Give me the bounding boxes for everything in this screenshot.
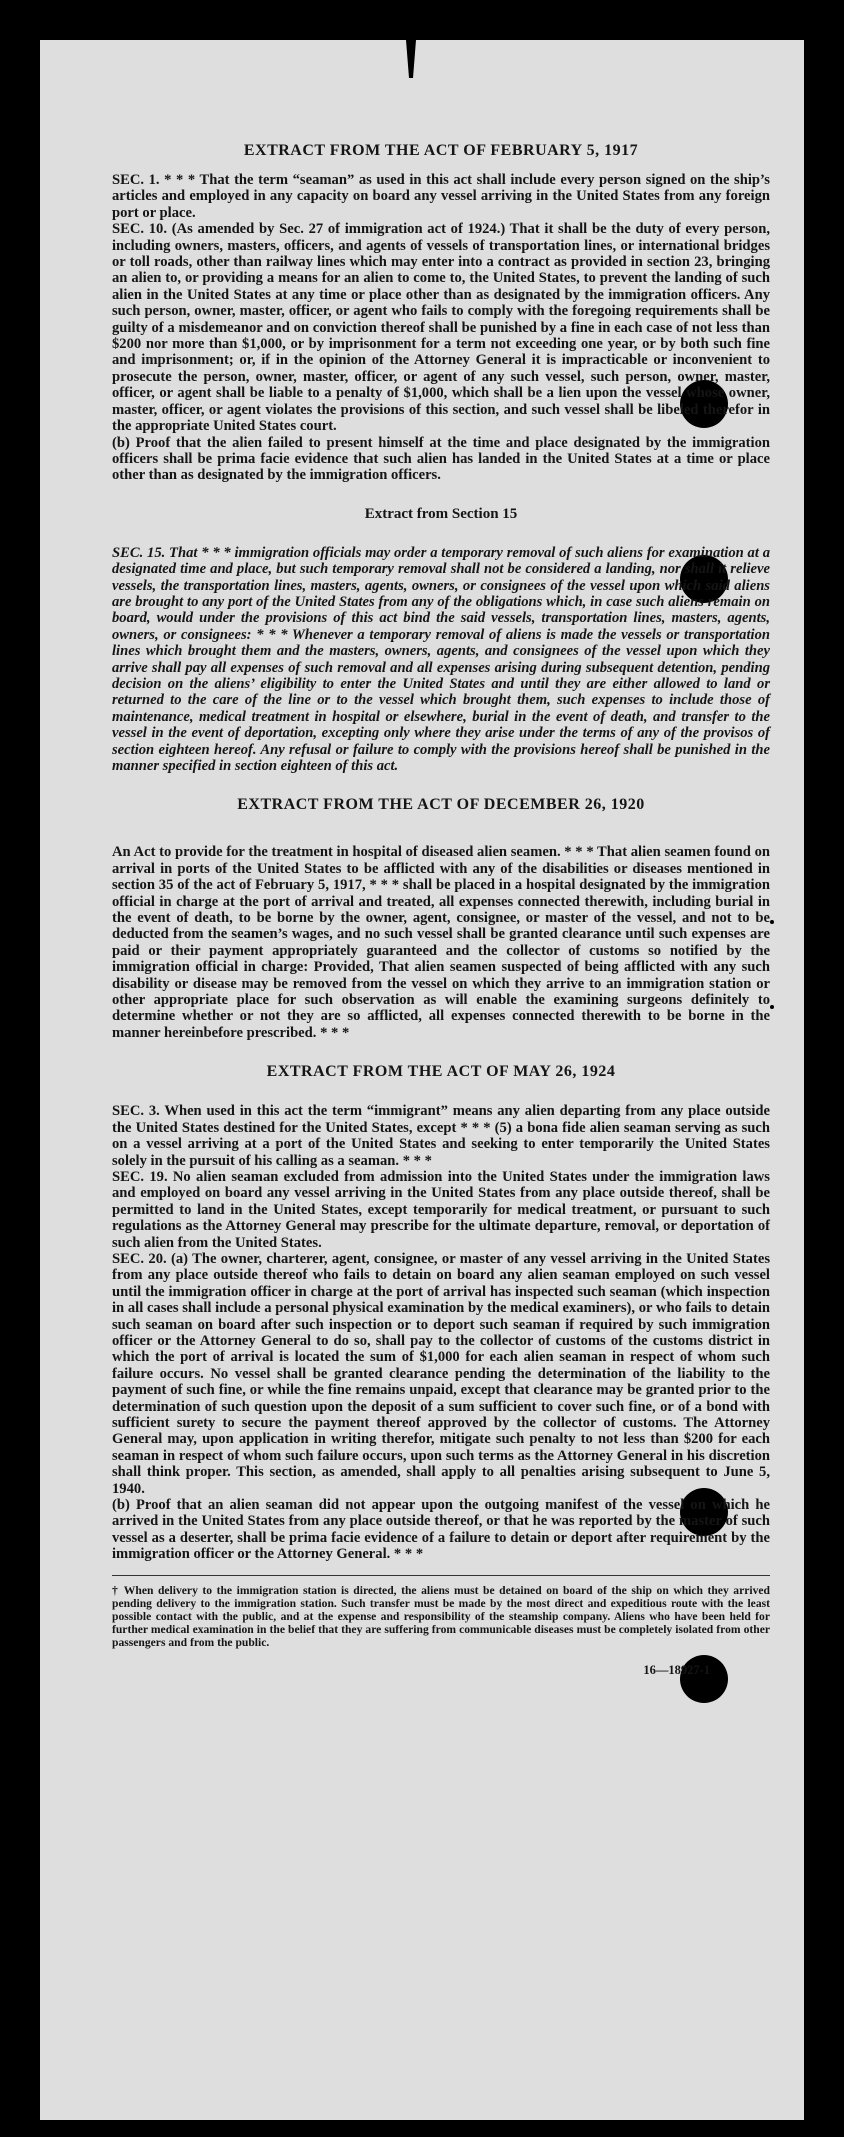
form-number: 16—18927-1	[643, 1662, 710, 1677]
footnote: † When delivery to the immigration station is directed, the aliens must be detained on board of the ship on which they arrived pending delivery to the immigration station. Such transfer must be made by the most direct and expeditious route with the least possible contact with the public, and at the expense and responsibility of the steamship company. Aliens who have been held for further medical examination in the belief that they are suffering from communicable diseases must be completely isolated from other passengers and from the public.	[112, 1583, 770, 1649]
paragraph-act-1920: An Act to provide for the treatment in hospital of diseased alien seamen. * * * That alien seamen found on arrival in ports of the United States to be afflicted with any of the disabilities or diseases mentioned in section 35 of the act of February 5, 1917, * * * shall be placed in a hospital designated by the immigration official in charge at the port of arrival and treated, all expenses connected therewith, including burial in the event of death, to be borne by the owner, agent, consignee, or master of the vessel, and not to be deducted from the seamen’s wages, and no such vessel shall be granted clearance until such expenses are paid or their payment appropriately guaranteed and the collector of customs so notified by the immigration official in charge: Provided, That alien seamen suspected of being afflicted with any such disability or disease may be removed from the vessel on which they arrive to an immigration station or other appropriate place for such observation as will enable the examining surgeons definitely to determine whether or not they are so afflicted, all expenses connected therewith to be borne in the manner hereinbefore prescribed. * * *	[112, 844, 770, 1041]
heading-act-feb-1917: EXTRACT FROM THE ACT OF FEBRUARY 5, 1917	[243, 142, 639, 159]
paragraph-sec-10-b: (b) Proof that the alien failed to present himself at the time and place designated by the immigration officers shall be prima facie evidence that such alien has landed in the United States at a time or place other than as designated by the immigration officers.	[112, 434, 770, 484]
document-body	[112, 142, 770, 1678]
paragraph-sec-1: SEC. 1. * * * That the term “seaman” as used in this act shall include every person signed on the ship’s articles and employed in any capacity on board any vessel arriving in the United States from any foreign port or place.	[112, 172, 770, 221]
scan-speck	[770, 920, 774, 924]
heading-act-dec-1920: EXTRACT FROM THE ACT OF DECEMBER 26, 1920	[237, 796, 645, 814]
heading-act-may-1924: EXTRACT FROM THE ACT OF MAY 26, 1924	[266, 1063, 616, 1081]
paragraph-sec-3: SEC. 3. When used in this act the term “immigrant” means any alien departing from any place outside the United States destined for the United States, except * * * (5) a bona fide alien seaman serving as such on a vessel arriving at a port of the United States and seeking to enter temporarily the United States solely in the pursuit of his calling as a seaman. * * *	[112, 1103, 770, 1169]
paragraph-sec-10: SEC. 10. (As amended by Sec. 27 of immigration act of 1924.) That it shall be the duty of every person, including owners, masters, officers, and agents of vessels of transportation lines, or international bridges or toll roads, other than railway lines which may enter into a contract as provided in section 23, bringing an alien to, or providing a means for an alien to come to, the United States, to prevent the landing of such alien in the United States at any time or place other than as designated by the immigration officers. Any such person, owner, master, officer, or agent who fails to comply with the foregoing requirements shall be guilty of a misdemeanor and on conviction thereof shall be punished by a fine in each case of not less than $200 nor more than $1,000, or by imprisonment for a term not exceeding one year, or by both such fine and imprisonment; or, if in the opinion of the Attorney General it is impracticable or inconvenient to prosecute the person, owner, master, officer, or agent of any such vessel, such person, owner, master, officer, or agent shall be liable to a penalty of $1,000, which shall be a lien upon the vessel whose owner, master, officer, or agent violates the provisions of this section, and such vessel shall be libeled therefor in the appropriate United States court.	[112, 221, 770, 435]
paragraph-sec-20-b: (b) Proof that an alien seaman did not appear upon the outgoing manifest of the vessel on which he arrived in the United States from any place outside thereof, or that he was reported by the master of such vessel as a deserter, shall be prima facie evidence of a failure to detain or deport after requirement by the immigration officer or the Attorney General. * * *	[112, 1497, 770, 1563]
paragraph-sec-20-a: SEC. 20. (a) The owner, charterer, agent, consignee, or master of any vessel arriving in the United States from any place outside thereof who fails to detain on board any alien seaman employed on such vessel until the immigration officer in charge at the port of arrival has inspected such seaman (which inspection in all cases shall include a personal physical examination by the medical examiners), or who fails to detain such seaman on board after such inspection or to deport such seaman if required by such immigration officer or the Attorney General to do so, shall pay to the collector of customs of the customs district in which the port of arrival is located the sum of $1,000 for each alien seaman in respect of whom such failure occurs. No vessel shall be granted clearance pending the determination of the liability to the payment of such fine, or while the fine remains unpaid, except that clearance may be granted prior to the determination of such question upon the deposit of a sum sufficient to cover such fine, or of a bond with sufficient surety to secure the payment thereof approved by the collector of customs. The Attorney General may, upon application in writing therefor, mitigate such penalty to not less than $200 for each seaman in respect of whom such failure occurs, upon such terms as the Attorney General in his discretion shall think proper. This section, as amended, shall apply to all penalties arising subsequent to June 5, 1940.	[112, 1250, 770, 1497]
paragraph-sec-19: SEC. 19. No alien seaman excluded from admission into the United States under the immigration laws and employed on board any vessel arriving in the United States from any place outside thereof, shall be permitted to land in the United States, except temporarily for medical treatment, or pursuant to such regulations as the Attorney General may prescribe for the ultimate departure, removal, or deportation of such alien from the United States.	[112, 1168, 770, 1251]
scan-speck	[770, 1005, 774, 1009]
heading-section-15: Extract from Section 15	[364, 505, 518, 522]
paragraph-sec-15: SEC. 15. That * * * immigration officials may order a temporary removal of such aliens for examination at a designated time and place, but such temporary removal shall not be considered a landing, nor shall it relieve vessels, the transportation lines, masters, agents, owners, or consignees of the vessel upon which said aliens are brought to any port of the United States from any of the obligations which, in case such aliens remain on board, would under the provisions of this act bind the said vessels, transportation lines, masters, agents, owners, or consignees: * * * Whenever a temporary removal of aliens is made the vessels or transportation lines which brought them and the masters, owners, agents, and consignees of the vessel upon which they arrive shall pay all expenses of such removal and all expenses arising during subsequent detention, pending decision on the aliens’ eligibility to enter the United States and until they are either allowed to land or returned to the care of the line or to the vessel which brought them, such expenses to include those of maintenance, medical treatment in hospital or elsewhere, burial in the event of death, and transfer to the vessel in the event of deportation, excepting only where they arise under the terms of any of the provisos of section eighteen hereof. Any refusal or failure to comply with the provisions hereof shall be punished in the manner specified in section eighteen of this act.	[112, 544, 770, 774]
